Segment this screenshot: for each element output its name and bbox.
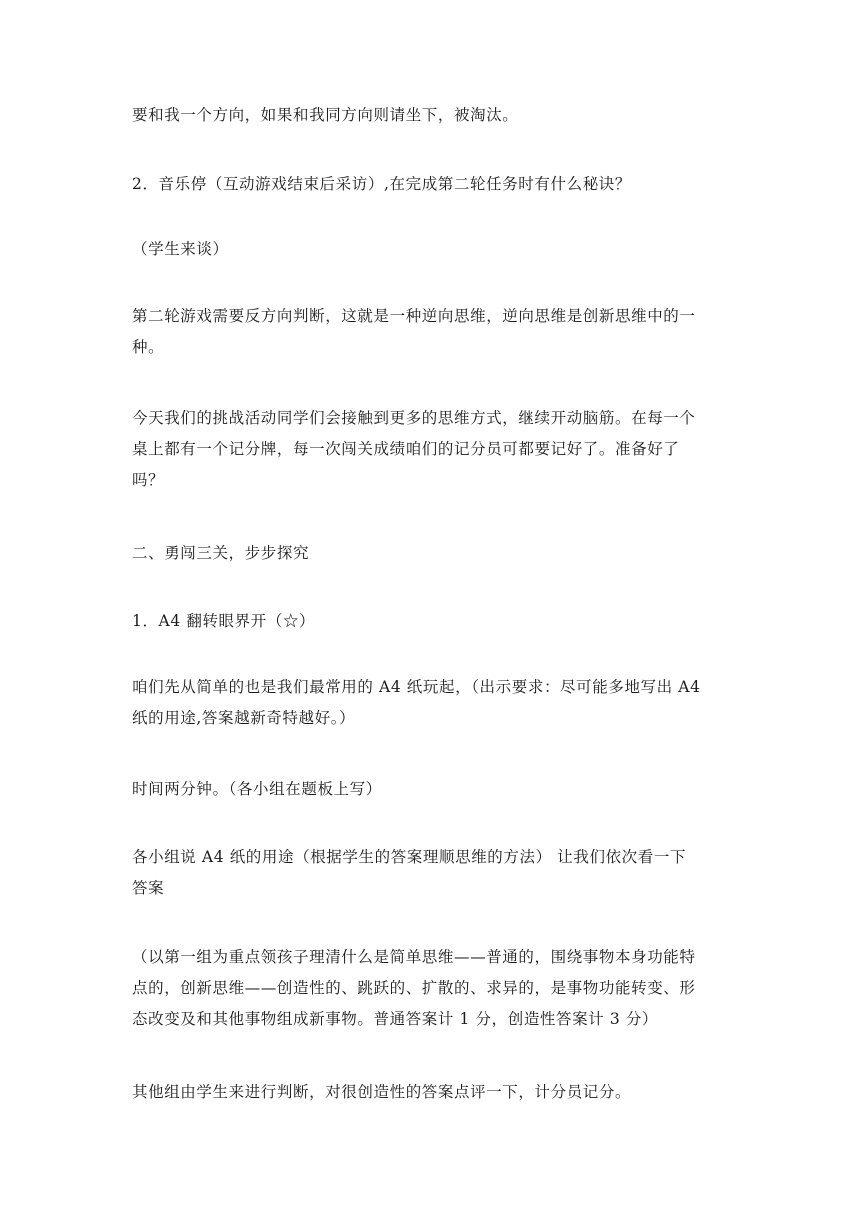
text-line: 各小组说 A4 纸的用途（根据学生的答案理顺思维的方法） 让我们依次看一下 xyxy=(132,848,687,866)
text-line: 今天我们的挑战活动同学们会接触到更多的思维方式，继续开动脑筋。在每一个 xyxy=(132,409,696,427)
paragraph-12 xyxy=(132,1077,732,1108)
subsection-heading xyxy=(132,606,732,637)
text-line: （以第一组为重点领孩子理清什么是简单思维——普通的，围绕事物本身功能特 xyxy=(132,948,696,966)
paragraph-9 xyxy=(132,774,732,805)
text-line: 二、勇闯三关，步步探究 xyxy=(132,544,310,562)
paragraph-8 xyxy=(132,672,732,734)
text-line: 点的，创新思维——创造性的、跳跃的、扩散的、求异的，是事物功能转变、形 xyxy=(132,979,696,997)
paragraph-4 xyxy=(132,301,732,363)
text-line: 种。 xyxy=(132,338,165,356)
text-line: 1．A4 翻转眼界开（☆） xyxy=(132,612,316,630)
text-line: 桌上都有一个记分牌，每一次闯关成绩咱们的记分员可都要记好了。准备好了 xyxy=(132,440,680,458)
text-line: 吗？ xyxy=(132,471,165,489)
paragraph-5 xyxy=(132,403,732,496)
paragraph-10 xyxy=(132,842,732,904)
text-line: 纸的用途,答案越新奇特越好。） xyxy=(132,709,356,727)
paragraph-2 xyxy=(132,169,732,200)
text-line: 2．音乐停（互动游戏结束后采访）,在完成第二轮任务时有什么秘诀？ xyxy=(132,175,631,193)
section-heading xyxy=(132,538,732,569)
text-line: 其他组由学生来进行判断，对很创造性的答案点评一下，计分员记分。 xyxy=(132,1083,632,1101)
text-line: （学生来谈） xyxy=(132,240,229,258)
text-line: 咱们先从简单的也是我们最常用的 A4 纸玩起，（出示要求：尽可能多地写出 A4 xyxy=(132,678,701,696)
paragraph-1 xyxy=(132,100,732,131)
text-line: 答案 xyxy=(132,879,165,897)
text-line: 第二轮游戏需要反方向判断，这就是一种逆向思维，逆向思维是创新思维中的一 xyxy=(132,307,696,325)
text-line: 态改变及和其他事物组成新事物。普通答案计 1 分，创造性答案计 3 分） xyxy=(132,1010,659,1028)
text-line: 要和我一个方向，如果和我同方向则请坐下，被淘汰。 xyxy=(132,106,519,124)
text-line: 时间两分钟。（各小组在题板上写） xyxy=(132,780,382,798)
paragraph-11 xyxy=(132,942,732,1035)
paragraph-3 xyxy=(132,234,732,265)
